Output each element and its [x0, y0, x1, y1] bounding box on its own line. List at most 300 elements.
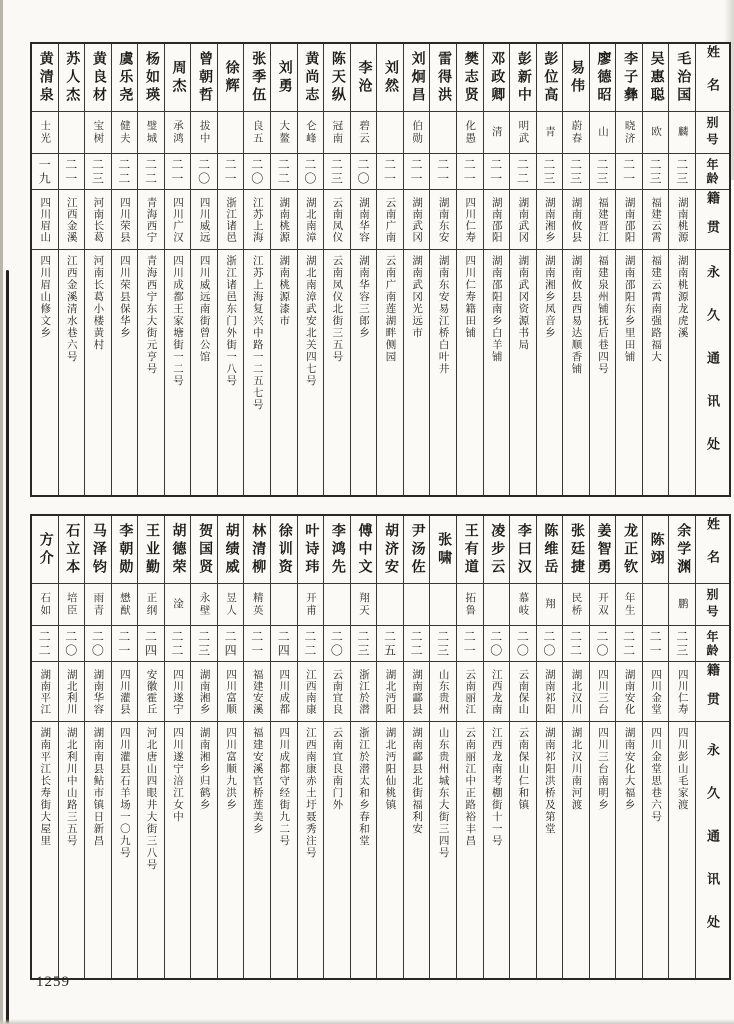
person-name: 曾朝哲 [191, 44, 217, 112]
person-age: 二三 [85, 154, 111, 190]
scan-edge-bottom [0, 1019, 734, 1024]
person-address: 湖北利川中山路三五号 [65, 727, 77, 847]
person-address: 湖南平江长寿街大屋里 [39, 727, 51, 847]
person-name: 张廷捷 [563, 516, 589, 584]
person-address: 福建云霄南强路福大 [650, 255, 662, 363]
person-column [430, 44, 457, 495]
person-age: 二〇 [59, 626, 85, 662]
header-origin: 籍贯 [696, 662, 729, 722]
person-name: 石立本 [59, 516, 85, 584]
person-name: 刘勇 [271, 44, 297, 112]
person-name: 刘然 [377, 44, 403, 112]
person-column [616, 44, 643, 495]
person-address: 四川成都守经街九二号 [278, 727, 290, 847]
person-alias [59, 112, 85, 154]
person-origin: 湖南华容 [85, 662, 111, 722]
person-address: 四川仁寿籍田铺 [464, 255, 476, 339]
person-address: 福建安溪官桥莲美乡 [251, 727, 263, 835]
person-column [590, 516, 617, 978]
person-column [218, 516, 245, 978]
person-address: 四川眉山修文乡 [39, 255, 51, 339]
person-name: 黄良材 [85, 44, 111, 112]
person-column [218, 44, 245, 495]
person-age: 二三 [537, 154, 563, 190]
person-address: 山东贵州城东大街三四号 [437, 727, 449, 859]
person-column [563, 516, 590, 978]
header-alias: 别号 [696, 112, 729, 154]
person-address: 四川三台南明乡 [597, 727, 609, 811]
person-name: 杨如瑛 [138, 44, 164, 112]
person-origin: 河南长葛 [85, 190, 111, 250]
person-origin: 湖南湘乡 [191, 662, 217, 722]
person-alias: 清 [484, 112, 510, 154]
person-origin: 云南保山 [510, 662, 536, 722]
person-alias [430, 112, 456, 154]
person-origin: 江西南康 [298, 662, 324, 722]
scan-edge-left-faint [0, 0, 3, 1024]
person-age: 二四 [271, 626, 297, 662]
person-address: 四川遂宁涪江女中 [172, 727, 184, 823]
person-column [510, 516, 537, 978]
person-column [298, 516, 325, 978]
person-origin: 江苏上海 [244, 190, 270, 250]
person-age: 二三 [643, 154, 669, 190]
person-origin: 湖南桃源 [271, 190, 297, 250]
person-name: 胡绩威 [218, 516, 244, 584]
person-address: 湖南华容三郎乡 [357, 255, 369, 339]
person-alias: 翔天 [351, 584, 377, 626]
person-column [537, 516, 564, 978]
header-age: 年龄 [696, 626, 729, 662]
person-column [32, 516, 59, 978]
person-name: 易伟 [563, 44, 589, 112]
person-origin: 四川仁寿 [457, 190, 483, 250]
person-origin: 四川成都 [271, 662, 297, 722]
person-origin: 湖北南漳 [298, 190, 324, 250]
person-name: 龙正钦 [616, 516, 642, 584]
person-alias: 青 [537, 112, 563, 154]
person-origin: 四川眉山 [32, 190, 58, 250]
person-alias [377, 112, 403, 154]
person-age: 二三 [351, 626, 377, 662]
person-origin: 四川三台 [590, 662, 616, 722]
person-column [404, 44, 431, 495]
person-age: 二二 [298, 626, 324, 662]
person-alias: 士光 [32, 112, 58, 154]
person-age: 二三 [669, 154, 695, 190]
person-alias [404, 584, 430, 626]
person-name: 雷得洪 [430, 44, 456, 112]
person-address: 湖南酃县北街福利安 [411, 727, 423, 835]
person-age: 二〇 [537, 626, 563, 662]
person-name: 苏人杰 [59, 44, 85, 112]
person-address: 湖北沔阳仙桃镇 [384, 727, 396, 811]
person-alias: 翔 [537, 584, 563, 626]
person-age: 二一 [430, 154, 456, 190]
person-age: 二一 [218, 154, 244, 190]
person-name: 黄尚志 [298, 44, 324, 112]
person-column [484, 44, 511, 495]
person-column [669, 44, 696, 495]
header-column [696, 44, 729, 495]
person-address: 湖南南县鲇市镇日新昌 [92, 727, 104, 847]
person-origin: 湖南华容 [351, 190, 377, 250]
person-age: 二一 [377, 154, 403, 190]
person-origin: 四川富顺 [218, 662, 244, 722]
person-origin: 湖北沔阳 [377, 662, 403, 722]
person-alias: 拓鲁 [457, 584, 483, 626]
person-alias: 承鸿 [165, 112, 191, 154]
person-age: 二〇 [85, 626, 111, 662]
person-column [457, 44, 484, 495]
person-origin: 江西龙南 [484, 662, 510, 722]
person-alias: 冠南 [324, 112, 350, 154]
person-column [377, 516, 404, 978]
person-name: 陈翊 [643, 516, 669, 584]
person-address: 湖北南漳武安北关四七号 [304, 255, 316, 387]
person-age: 二一 [616, 154, 642, 190]
person-column [271, 44, 298, 495]
person-name: 张啸 [430, 516, 456, 584]
person-name: 虞乐尧 [112, 44, 138, 112]
scan-edge-left-dark [6, 270, 9, 1024]
person-name: 彭新中 [510, 44, 536, 112]
person-origin: 四川灌县 [112, 662, 138, 722]
person-age: 二〇 [351, 154, 377, 190]
person-alias: 碧云 [351, 112, 377, 154]
person-name: 凌步云 [484, 516, 510, 584]
person-name: 张季伍 [244, 44, 270, 112]
person-address: 浙江於潜太和乡春和堂 [357, 727, 369, 847]
person-origin: 青海西宁 [138, 190, 164, 250]
person-alias [430, 584, 456, 626]
person-alias: 慕岐 [510, 584, 536, 626]
person-alias: 麟 [669, 112, 695, 154]
person-address: 湖南武冈资源书局 [517, 255, 529, 351]
person-origin: 云南宜良 [324, 662, 350, 722]
person-column [377, 44, 404, 495]
person-origin: 四川威远 [191, 190, 217, 250]
person-alias: 懋猷 [112, 584, 138, 626]
person-alias [271, 584, 297, 626]
person-name: 胡德荣 [165, 516, 191, 584]
person-age: 二〇 [191, 154, 217, 190]
person-name: 陈天纵 [324, 44, 350, 112]
person-age: 二一 [244, 626, 270, 662]
header-name: 姓名 [696, 516, 729, 584]
person-name: 黄清泉 [32, 44, 58, 112]
person-age: 二三 [191, 626, 217, 662]
person-address: 江苏上海复兴中路一二五七号 [251, 255, 263, 411]
person-origin: 四川金堂 [643, 662, 669, 722]
person-address: 河南长葛小楼黄村 [92, 255, 104, 351]
person-name: 余学渊 [669, 516, 695, 584]
person-name: 贺国贤 [191, 516, 217, 584]
person-name: 叶诗玮 [298, 516, 324, 584]
person-address: 湖南桃源漆市 [278, 255, 290, 327]
header-alias: 别号 [696, 584, 729, 626]
person-age: 二二 [404, 626, 430, 662]
person-origin: 云南凤仪 [324, 190, 350, 250]
person-alias [643, 584, 669, 626]
person-alias: 淦 [165, 584, 191, 626]
person-column [669, 516, 696, 978]
person-column [590, 44, 617, 495]
person-origin: 云南广南 [377, 190, 403, 250]
person-name: 樊志贤 [457, 44, 483, 112]
person-alias: 明武 [510, 112, 536, 154]
person-name: 邓政卿 [484, 44, 510, 112]
person-address: 湖南邵阳东乡里田铺 [623, 255, 635, 363]
person-name: 尹汤佐 [404, 516, 430, 584]
person-column [537, 44, 564, 495]
person-origin: 湖南邵阳 [616, 190, 642, 250]
person-origin: 湖南邵阳 [484, 190, 510, 250]
person-column [112, 516, 139, 978]
person-alias: 大鳌 [271, 112, 297, 154]
person-address: 浙江诸邑东门外街一八号 [225, 255, 237, 387]
person-name: 周杰 [165, 44, 191, 112]
person-address: 福建泉州铺抚后巷四号 [597, 255, 609, 375]
person-address: 湖南东安易江桥白叶井 [437, 255, 449, 375]
person-column [404, 516, 431, 978]
person-name: 徐辉 [218, 44, 244, 112]
person-name: 彭位高 [537, 44, 563, 112]
person-column [138, 516, 165, 978]
person-origin: 山东贵州 [430, 662, 456, 722]
person-origin: 江西金溪 [59, 190, 85, 250]
header-name: 姓名 [696, 44, 729, 112]
person-address: 江西金溪清水巷六号 [65, 255, 77, 363]
person-address: 青海西宁东大街元亨号 [145, 255, 157, 375]
person-address: 湖南祁阳洪桥及第堂 [543, 727, 555, 835]
person-alias: 开双 [590, 584, 616, 626]
person-origin: 湖北汉川 [563, 662, 589, 722]
person-name: 廖德昭 [590, 44, 616, 112]
person-origin: 福建晋江 [590, 190, 616, 250]
person-age: 二〇 [484, 626, 510, 662]
table-bottom [30, 514, 731, 980]
person-origin: 浙江诸邑 [218, 190, 244, 250]
person-alias: 晓济 [616, 112, 642, 154]
person-column [59, 516, 86, 978]
person-origin: 浙江於潜 [351, 662, 377, 722]
person-address: 云南保山仁和镇 [517, 727, 529, 811]
person-name: 刘炯昌 [404, 44, 430, 112]
person-age: 二二 [510, 154, 536, 190]
person-address: 湖南桃源龙虎溪 [676, 255, 688, 339]
page-number: 1259 [36, 974, 70, 990]
person-name: 姜智勇 [590, 516, 616, 584]
person-alias: 鹏 [669, 584, 695, 626]
person-column [59, 44, 86, 495]
person-alias: 石如 [32, 584, 58, 626]
person-age: 二一 [404, 154, 430, 190]
person-age: 二四 [218, 626, 244, 662]
person-origin: 四川遂宁 [165, 662, 191, 722]
header-age: 年龄 [696, 154, 729, 190]
person-column [457, 516, 484, 978]
person-column [191, 516, 218, 978]
person-age: 二二 [165, 626, 191, 662]
header-origin: 籍贯 [696, 190, 729, 250]
person-column [85, 44, 112, 495]
person-alias: 年生 [616, 584, 642, 626]
person-age: 一九 [32, 154, 58, 190]
person-alias: 良五 [244, 112, 270, 154]
person-column [271, 516, 298, 978]
person-age: 二一 [165, 154, 191, 190]
person-name: 毛治国 [669, 44, 695, 112]
person-column [112, 44, 139, 495]
person-origin: 湖南桃源 [669, 190, 695, 250]
person-column [138, 44, 165, 495]
person-age: 二三 [563, 154, 589, 190]
header-address: 永久通讯处 [705, 742, 720, 958]
person-origin: 湖北利川 [59, 662, 85, 722]
person-name: 李鸿先 [324, 516, 350, 584]
person-age: 二三 [669, 626, 695, 662]
person-column [165, 516, 192, 978]
person-age: 二二 [616, 626, 642, 662]
person-name: 王有道 [457, 516, 483, 584]
person-age: 二二 [271, 154, 297, 190]
person-age: 二五 [377, 626, 403, 662]
person-address: 湖南武冈光远市 [411, 255, 423, 339]
person-age: 二〇 [298, 154, 324, 190]
person-age: 二二 [32, 626, 58, 662]
person-name: 方介 [32, 516, 58, 584]
person-name: 林清柳 [244, 516, 270, 584]
person-column [484, 516, 511, 978]
person-origin: 四川荣县 [112, 190, 138, 250]
person-column [430, 516, 457, 978]
person-alias: 正纲 [138, 584, 164, 626]
person-origin: 湖南武冈 [510, 190, 536, 250]
person-alias: 化愚 [457, 112, 483, 154]
person-origin: 湖南安化 [616, 662, 642, 722]
person-alias: 山 [590, 112, 616, 154]
person-age: 二〇 [244, 154, 270, 190]
person-age: 二一 [643, 626, 669, 662]
header-address: 永久通讯处 [705, 265, 720, 480]
table-top [30, 42, 731, 497]
person-age: 二〇 [324, 626, 350, 662]
person-name: 李沧 [351, 44, 377, 112]
person-age: 二二 [563, 626, 589, 662]
person-age: 二三 [590, 154, 616, 190]
person-address: 四川成都王家塘街一二号 [172, 255, 184, 387]
person-column [191, 44, 218, 495]
person-origin: 湖南平江 [32, 662, 58, 722]
person-name: 陈维岳 [537, 516, 563, 584]
person-alias: 永壁 [191, 584, 217, 626]
person-name: 傅中文 [351, 516, 377, 584]
person-origin: 湖南祁阳 [537, 662, 563, 722]
person-alias: 欧 [643, 112, 669, 154]
person-address: 云南凤仪北街三五号 [331, 255, 343, 363]
person-alias [218, 112, 244, 154]
person-alias: 璧城 [138, 112, 164, 154]
person-alias: 民桥 [563, 584, 589, 626]
person-age: 二〇 [590, 626, 616, 662]
person-name: 徐训资 [271, 516, 297, 584]
person-alias: 健夫 [112, 112, 138, 154]
person-column [643, 516, 670, 978]
person-address: 云南宜良南门外 [331, 727, 343, 811]
person-column [165, 44, 192, 495]
person-address: 四川金堂思巷六号 [650, 727, 662, 823]
person-address: 湖南湘乡归鹤乡 [198, 727, 210, 811]
person-age: 二一 [484, 154, 510, 190]
person-age: 二一 [112, 626, 138, 662]
person-age: 二一 [457, 154, 483, 190]
person-column [351, 516, 378, 978]
person-address: 四川富顺九洪乡 [225, 727, 237, 811]
person-age: 二一 [457, 626, 483, 662]
person-column [85, 516, 112, 978]
person-alias: 昱人 [218, 584, 244, 626]
person-alias: 蔚春 [563, 112, 589, 154]
person-age: 二三 [324, 154, 350, 190]
person-origin: 云南丽江 [457, 662, 483, 722]
person-name: 李曰汉 [510, 516, 536, 584]
header-column [696, 516, 729, 978]
person-column [32, 44, 59, 495]
person-alias [324, 584, 350, 626]
person-age: 二四 [138, 626, 164, 662]
person-address: 云南丽江中正路裕丰昌 [464, 727, 476, 847]
person-age: 二三 [430, 626, 456, 662]
person-address: 四川彭山毛家渡 [676, 727, 688, 811]
person-address: 湖南安化大福乡 [623, 727, 635, 811]
person-origin: 福建云霄 [643, 190, 669, 250]
person-column [298, 44, 325, 495]
person-address: 湖南邵阳南乡白羊铺 [490, 255, 502, 363]
person-name: 王业勤 [138, 516, 164, 584]
person-alias: 培臣 [59, 584, 85, 626]
person-address: 江西南康赤土圩聂秀注号 [304, 727, 316, 859]
person-address: 四川荣县保华乡 [118, 255, 130, 339]
person-column [244, 44, 271, 495]
person-origin: 安徽霍丘 [138, 662, 164, 722]
person-column [324, 44, 351, 495]
person-column [324, 516, 351, 978]
person-address: 四川威远南街曾公馆 [198, 255, 210, 363]
person-address: 湖南湘乡凤音乡 [543, 255, 555, 339]
person-origin: 湖南东安 [430, 190, 456, 250]
person-address: 四川灌县石羊场一〇九号 [118, 727, 130, 859]
person-alias: 开甫 [298, 584, 324, 626]
person-alias: 拔中 [191, 112, 217, 154]
person-alias [377, 584, 403, 626]
person-address: 湖北汉川南河渡 [570, 727, 582, 811]
person-column [244, 516, 271, 978]
person-column [643, 44, 670, 495]
person-origin: 四川广汉 [165, 190, 191, 250]
person-column [510, 44, 537, 495]
person-column [351, 44, 378, 495]
person-alias: 仑峰 [298, 112, 324, 154]
person-origin: 福建安溪 [244, 662, 270, 722]
person-name: 李朝勋 [112, 516, 138, 584]
person-age: 二二 [138, 154, 164, 190]
person-column [563, 44, 590, 495]
person-name: 胡济安 [377, 516, 403, 584]
person-age: 二二 [112, 154, 138, 190]
person-address: 湖南攸县西易达顺香铺 [570, 255, 582, 375]
person-origin: 湖南酃县 [404, 662, 430, 722]
